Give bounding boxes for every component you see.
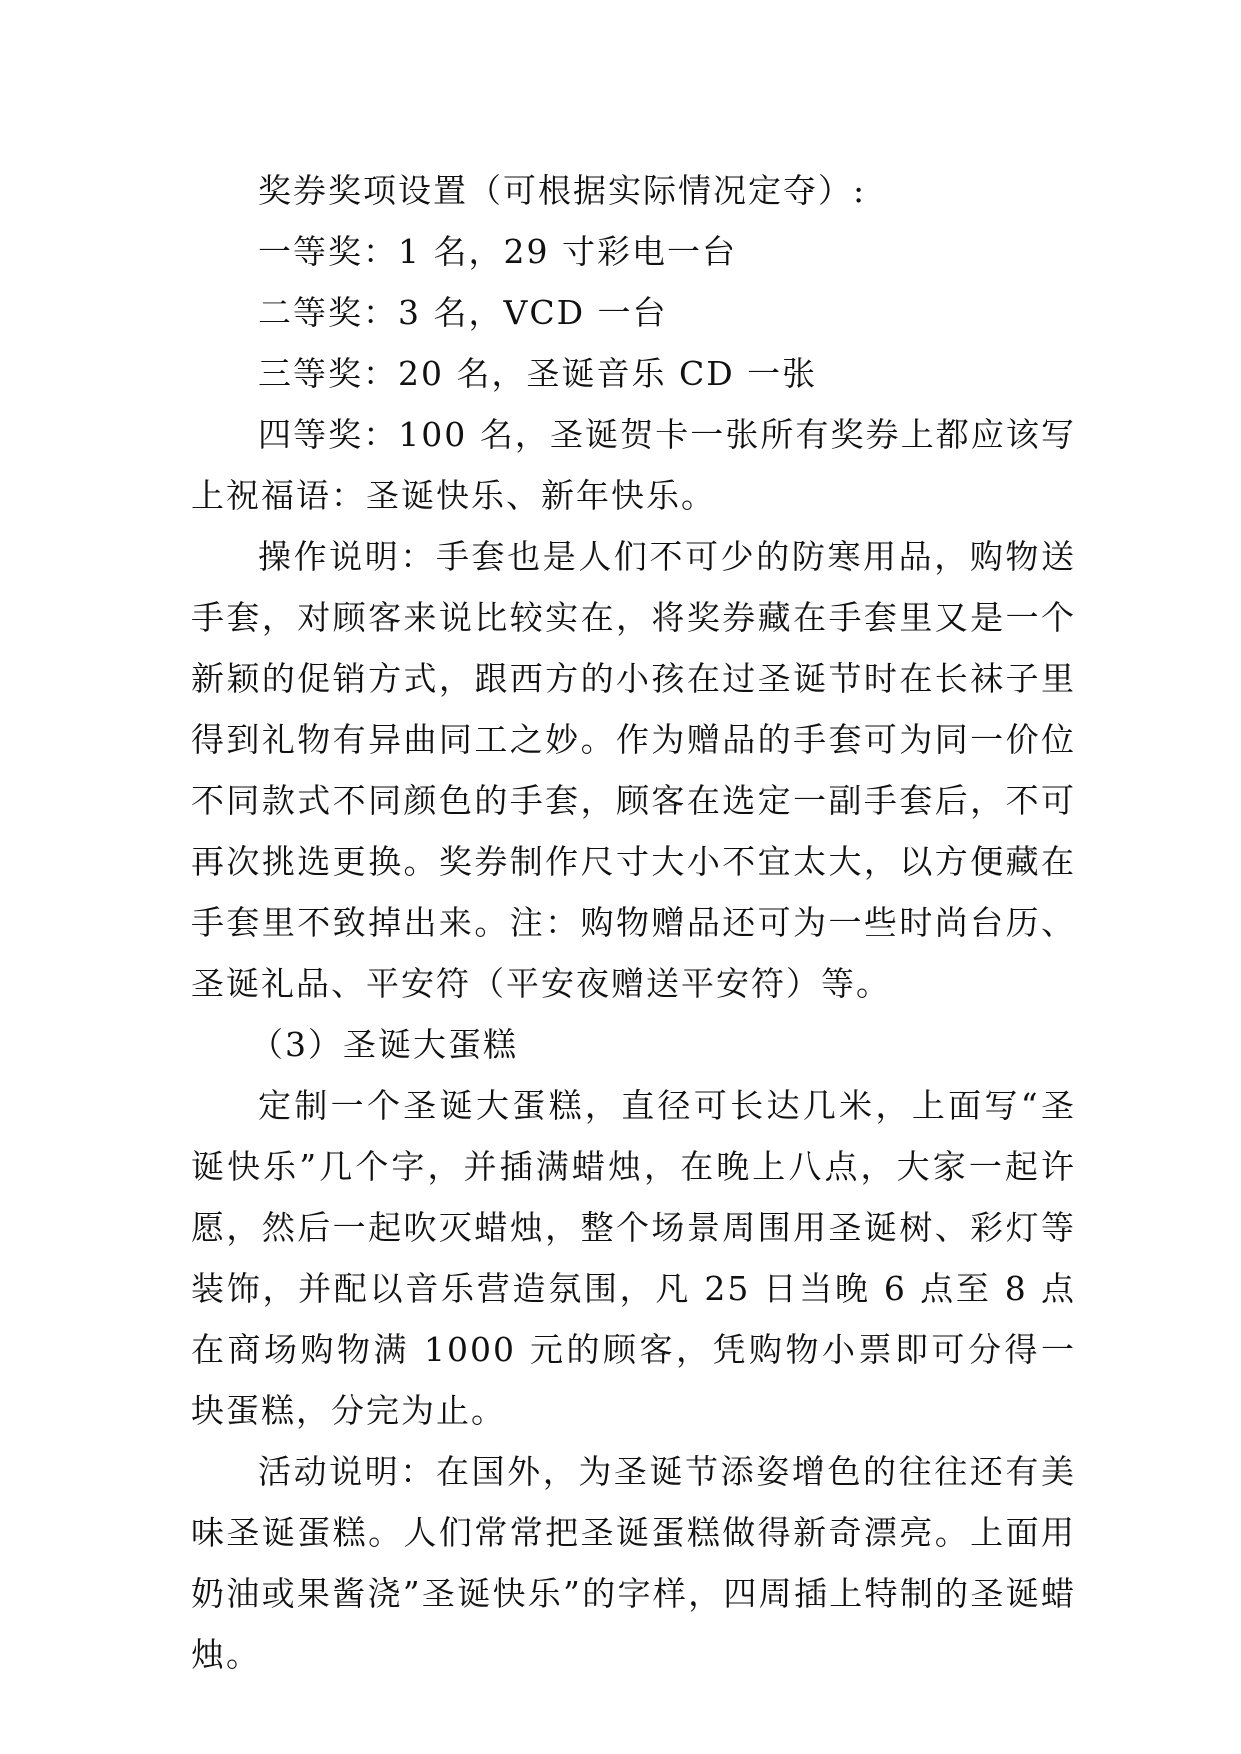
paragraph-second-prize: 二等奖：3 名，VCD 一台	[258, 293, 668, 332]
paragraph-third-prize: 三等奖：20 名，圣诞音乐 CD 一张	[258, 354, 818, 393]
paragraph-first-prize: 一等奖：1 名，29 寸彩电一台	[258, 232, 737, 271]
paragraph-prize-settings: 奖券奖项设置（可根据实际情况定夺）:	[258, 171, 867, 210]
paragraph-fourth-prize: 四等奖：100 名，圣诞贺卡一张所有奖券上都应该写上祝福语：圣诞快乐、新年快乐。	[191, 415, 1076, 515]
section-heading-christmas-cake: （3）圣诞大蛋糕	[250, 1025, 518, 1064]
paragraph-cake-description: 定制一个圣诞大蛋糕，直径可长达几米，上面写“圣诞快乐”几个字，并插满蜡烛，在晚上八点，大家一起许愿，然后一起吹灭蜡烛，整个场景周围用圣诞树、彩灯等装饰，并配以音乐营造氛围，凡 25 日当晚 6 点至 8 点在商场购物满 1000 元的顾客，凭购物小票即可分得一块蛋糕，分完为止。	[191, 1086, 1076, 1430]
document-body	[191, 160, 1076, 1685]
paragraph-activity-notes: 活动说明：在国外，为圣诞节添姿增色的往往还有美味圣诞蛋糕。人们常常把圣诞蛋糕做得新奇漂亮。上面用奶油或果酱浇”圣诞快乐”的字样，四周插上特制的圣诞蜡烛。	[191, 1452, 1076, 1674]
paragraph-operation-notes: 操作说明：手套也是人们不可少的防寒用品，购物送手套，对顾客来说比较实在，将奖券藏在手套里又是一个新颖的促销方式，跟西方的小孩在过圣诞节时在长袜子里得到礼物有异曲同工之妙。作为赠品的手套可为同一价位不同款式不同颜色的手套，顾客在选定一副手套后，不可再次挑选更换。奖券制作尺寸大小不宜太大，以方便藏在手套里不致掉出来。注：购物赠品还可为一些时尚台历、圣诞礼品、平安符（平安夜赠送平安符）等。	[191, 537, 1076, 1003]
